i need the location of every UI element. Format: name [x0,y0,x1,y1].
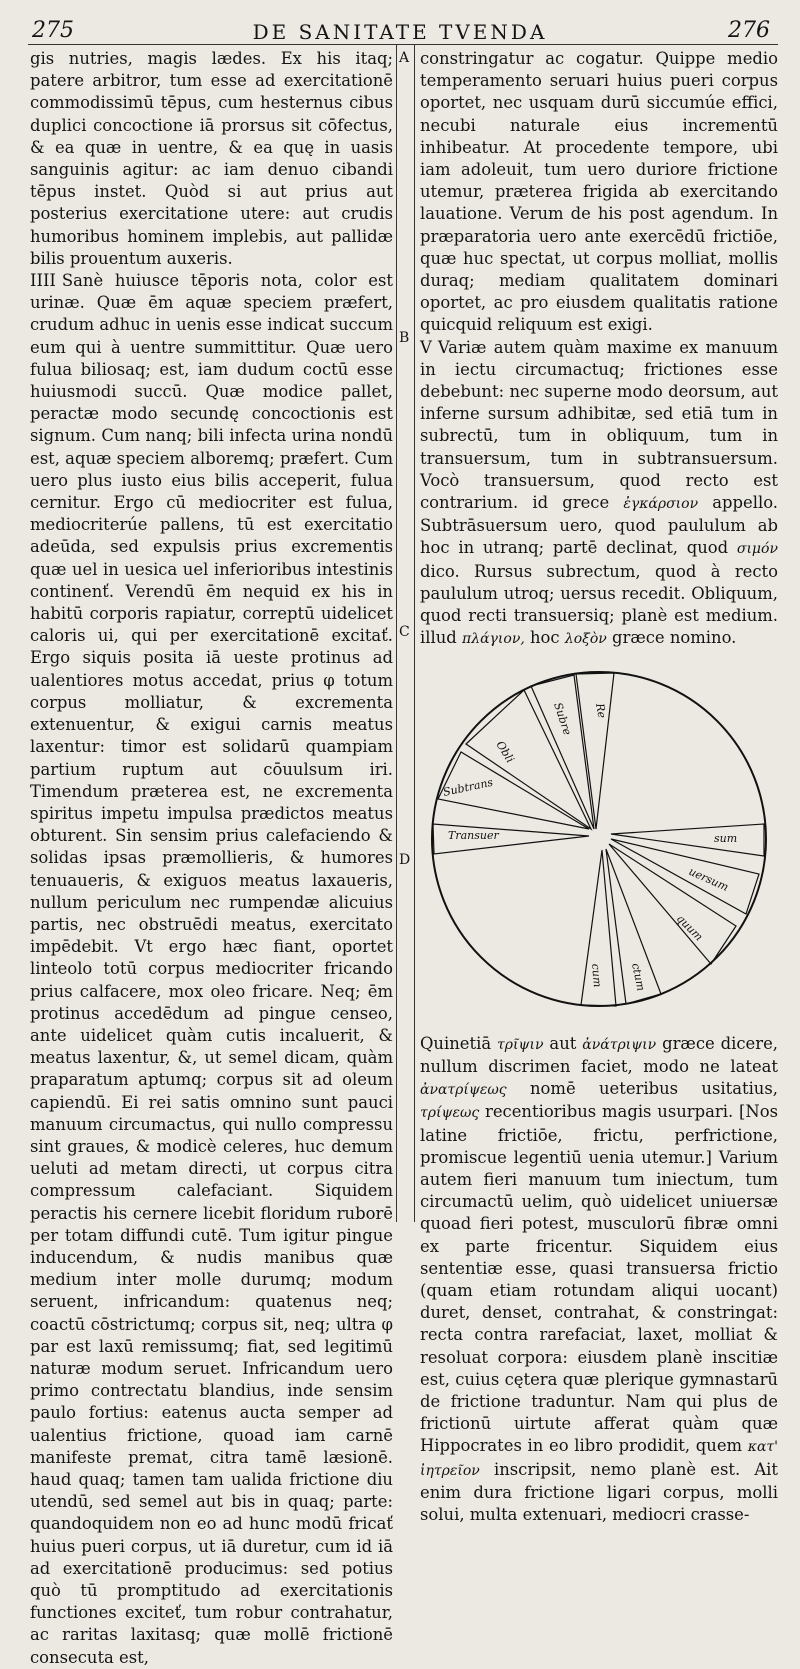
greek-word: ἀνάτριψιν [582,1036,657,1053]
right-paragraph-3 [420,1033,778,1526]
sector-recto [576,673,614,829]
greek-word: κατ' ἰητρεῖον [420,1439,778,1479]
label-subtrans: Subtrans [441,776,495,800]
page-number-left: 275 [32,18,74,43]
text-run: nomē ueteribus usitatius, [529,1079,778,1099]
label-obli: Obli [493,739,517,766]
right-paragraph-2 [420,337,778,651]
margin-letter-c: C [399,624,410,640]
label-ctum: ctum [629,962,648,993]
label-subre: Subre [551,701,574,738]
label-re: Re [593,702,609,720]
greek-word: τρίψεως [420,1105,480,1122]
greek-word: λοξὸν [564,631,607,648]
page-number-right: 276 [728,18,770,43]
text-run: appello. Subtrāsuersum uero, quod paululum ab hoc in utranq; partē declinat, quod [420,493,778,558]
section-number-5: V [420,337,432,357]
left-paragraph-2 [30,270,393,1669]
friction-directions-figure [426,664,772,1014]
margin-letter-b: B [399,330,410,346]
text-run: hoc [530,628,560,648]
right-paragraph-1: constringatur ac cogatur. Quippe medio temperamento seruari huius pueri corpus oportet, nec usquam durū siccumúe effici, necubi naturale eius incrementū inhibeatur. At procedente tempore, ubi iam adoleuit, tum uero duriore frictione utemur, præterea frigida ab exercitando lauatione. Verum de his post agendum. In præparatoria uero ante exercēdū frictiōe, quæ huc spectat, ut corpus molliat, mollis duraq; mediam qualitatem dominari oportet, ac pro eiusdem qualitatis ratione quicquid reliquum est exigi. [420,49,778,335]
text-run: recentioribus magis usurpari. [Nos latine frictiōe, frictu, perfrictione, promiscue legentiū uenia utemur.] Varium autem fieri manuum tum iniectum, tum circumactū uelim, quò uidelicet uniuersæ quoad fieri potest, musculorū fibræ omni ex parte fricentur. Siquidem eius sententiæ esse, quasi transuersa frictio (quam etiam rotundam aliqui uocant) duret, denset, contrahat, & constringat: recta contra rarefaciat, laxet, molliat & resoluat corpora: eiusdem planè inscitiæ est, cuius cętera quæ plerique gymnastarū de frictione traduntur. Nam qui plus de frictionū uirtute afferat quàm quæ Hippocrates in eo libro prodidit, quem [420,1102,778,1456]
label-quum: quum [673,912,706,944]
section-number-4: IIII [30,271,56,291]
greek-word: ἐγκάρσιον [623,496,699,513]
text-run: dico. Rursus subrectum, quod à recto paululum utroq; uersus recedit. Obliquum, quod recti transuersiq; planè est medium. illud [420,561,778,648]
right-column [420,48,778,1524]
greek-word: ἀνατρίψεως [420,1082,507,1099]
label-sum: sum [714,832,738,846]
text-run: inscripsit, nemo planè est. Ait enim dura frictione ligari corpus, molli solui, multa extenuari, mediocri crasse- [420,1459,778,1524]
header-rule [28,44,778,45]
margin-letter-d: D [399,852,411,868]
label-cum: cum [589,963,605,989]
label-uersum: uersum [686,865,731,895]
page-header [0,14,800,44]
sector-quum [609,844,736,964]
left-paragraph-2-text: Sanè huiusce tēporis nota, color est urinæ. Quæ ēm aquæ speciem præfert, crudum adhuc in uenis esse indicat succum eum qui à uentre summittitur. Quæ uero fulua biliosaq; est, iam dudum coctū esse huiusmodi succū. Quæ modice pallet, peractæ modo secundę concoctionis est signum. Cum nanq; bili infecta urina nondū est, aquæ speciem alboremq; præfert. Cum uero plus iusto eius bilis acceperit, fulua cernitur. Ergo cū mediocriter est fulua, mediocriterúe pallens, tū est exercitatio adeūda, sed expulsis prius excrementis quæ uel in uesica uel inferioribus intestinis continenť. Verendū ēm nequid ex his in habitū corporis rapiatur, correptū uidelicet caloris ui, qui per exercitationē excitať. Ergo siquis posita iā ueste protinus ad ualentiores motus accedat, prius φ totum corpus molliatur, & excrementa extenuentur, & exigui carnis meatus laxentur: timor est solidarū quampiam partium ruptum aut cōuulsum iri. Timendum præterea est, ne excrementa spiritus impetu impulsa prædictos meatus obturent. Sin sensim prius calefaciendo & solidas ipsas præmollieris, & humores tenuaueris, & exiguos meatus laxaueris, nullum periculum nec rumpendæ alicuius partis, nec obstruēdi meatus, exercitato impēdebit. Vt ergo hæc fiant, oportet linteolo totū corpus mediocriter fricando prius calfacere, mox oleo fricare. Neq; ēm protinus accedēdum ad pingue censeo, ante uidelicet quàm cutis incaluerit, & meatus laxentur, &, ut semel dicam, quàm praparatum aptumq; corpus sit ad oleum capiendū. Ei rei satis omnino sunt pauci manuum circumactus, qui nullo compressu sint graues, & modicè celeres, huc demum ueluti ad metam directi, ut corpus citra compressum calefaciant. Siquidem peractis his cernere licebit floridum ruborē per totam diffundi cutē. Tum igitur pingue inducendum, & nudis manibus quæ medium inter molle durumq; modum seruent, infricandum: quatenus neq; coactū cōstrictumq; corpus sit, neq; ultra φ par est laxū remissumq; fiat, sed legitimū naturæ modum seruet. Infricandum uero primo contrectatu blandius, inde sensim paulo fortius: eatenus aucta semper ad ualentius frictione, quoad iam carnē manifeste premat, citra tamē læsionē. haud quaq; tamen tam ualida frictione diu utendū, sed semel aut bis in quaq; parte: quandoquidem non eo ad hunc modū fricať huius pueri corpus, ut iā duretur, cum id iā ad exercitationē producimus: sed potius quò tū promptitudo ad exercitationis functiones exciteť, tum robur contrahatur, ac raritas laxitasq; quæ mollē frictionē consecuta est, [30,271,393,1667]
text-run: aut [549,1033,577,1053]
sector-subrecto [531,675,594,829]
text-run: Quinetiā [420,1033,492,1053]
left-column [30,48,393,1667]
text-run: Variæ autem quàm maxime ex manuum in iectu circumactuq; frictiones esse debebunt: nec superne modo deorsum, aut inferne sursum adhibitæ, sed etiā tum in subrectū, tum in obliquum, tum in transuersum, tum in subtransuersum. Vocò transuersum, quod recto est contrarium. id grece [420,337,778,513]
greek-word: πλάγιον, [462,631,525,648]
label-transuer: Transuer [448,829,499,843]
greek-word: σιμόν [736,541,778,558]
left-paragraph-1: gis nutries, magis lædes. Ex his itaq; patere arbitror, tum esse ad exercitationē commodissimū tēpus, cum hesternus cibus duplici concoctione iā prorsus sit cōfectus, & ea quæ in uentre, & ea quę in uasis sanguinis agitur: ac iam denuo cibandi tēpus instet. Quòd si aut prius aut posterius exercitatione utere: aut crudis humoribus hominem implebis, aut pallidæ bilis prouentum auxeris. [30,49,393,268]
sector-uersum [611,839,759,914]
column-rule-left [396,44,397,1222]
text-run: græce nomino. [612,628,737,648]
text-run: græce dicere, nullum discrimen faciet, modo ne lateat [420,1033,778,1076]
margin-letter-a: A [399,50,410,66]
running-title: DE SANITATE TVENDA [252,20,548,44]
column-rule-right [414,44,415,1222]
greek-word: τρῖψιν [497,1036,544,1053]
